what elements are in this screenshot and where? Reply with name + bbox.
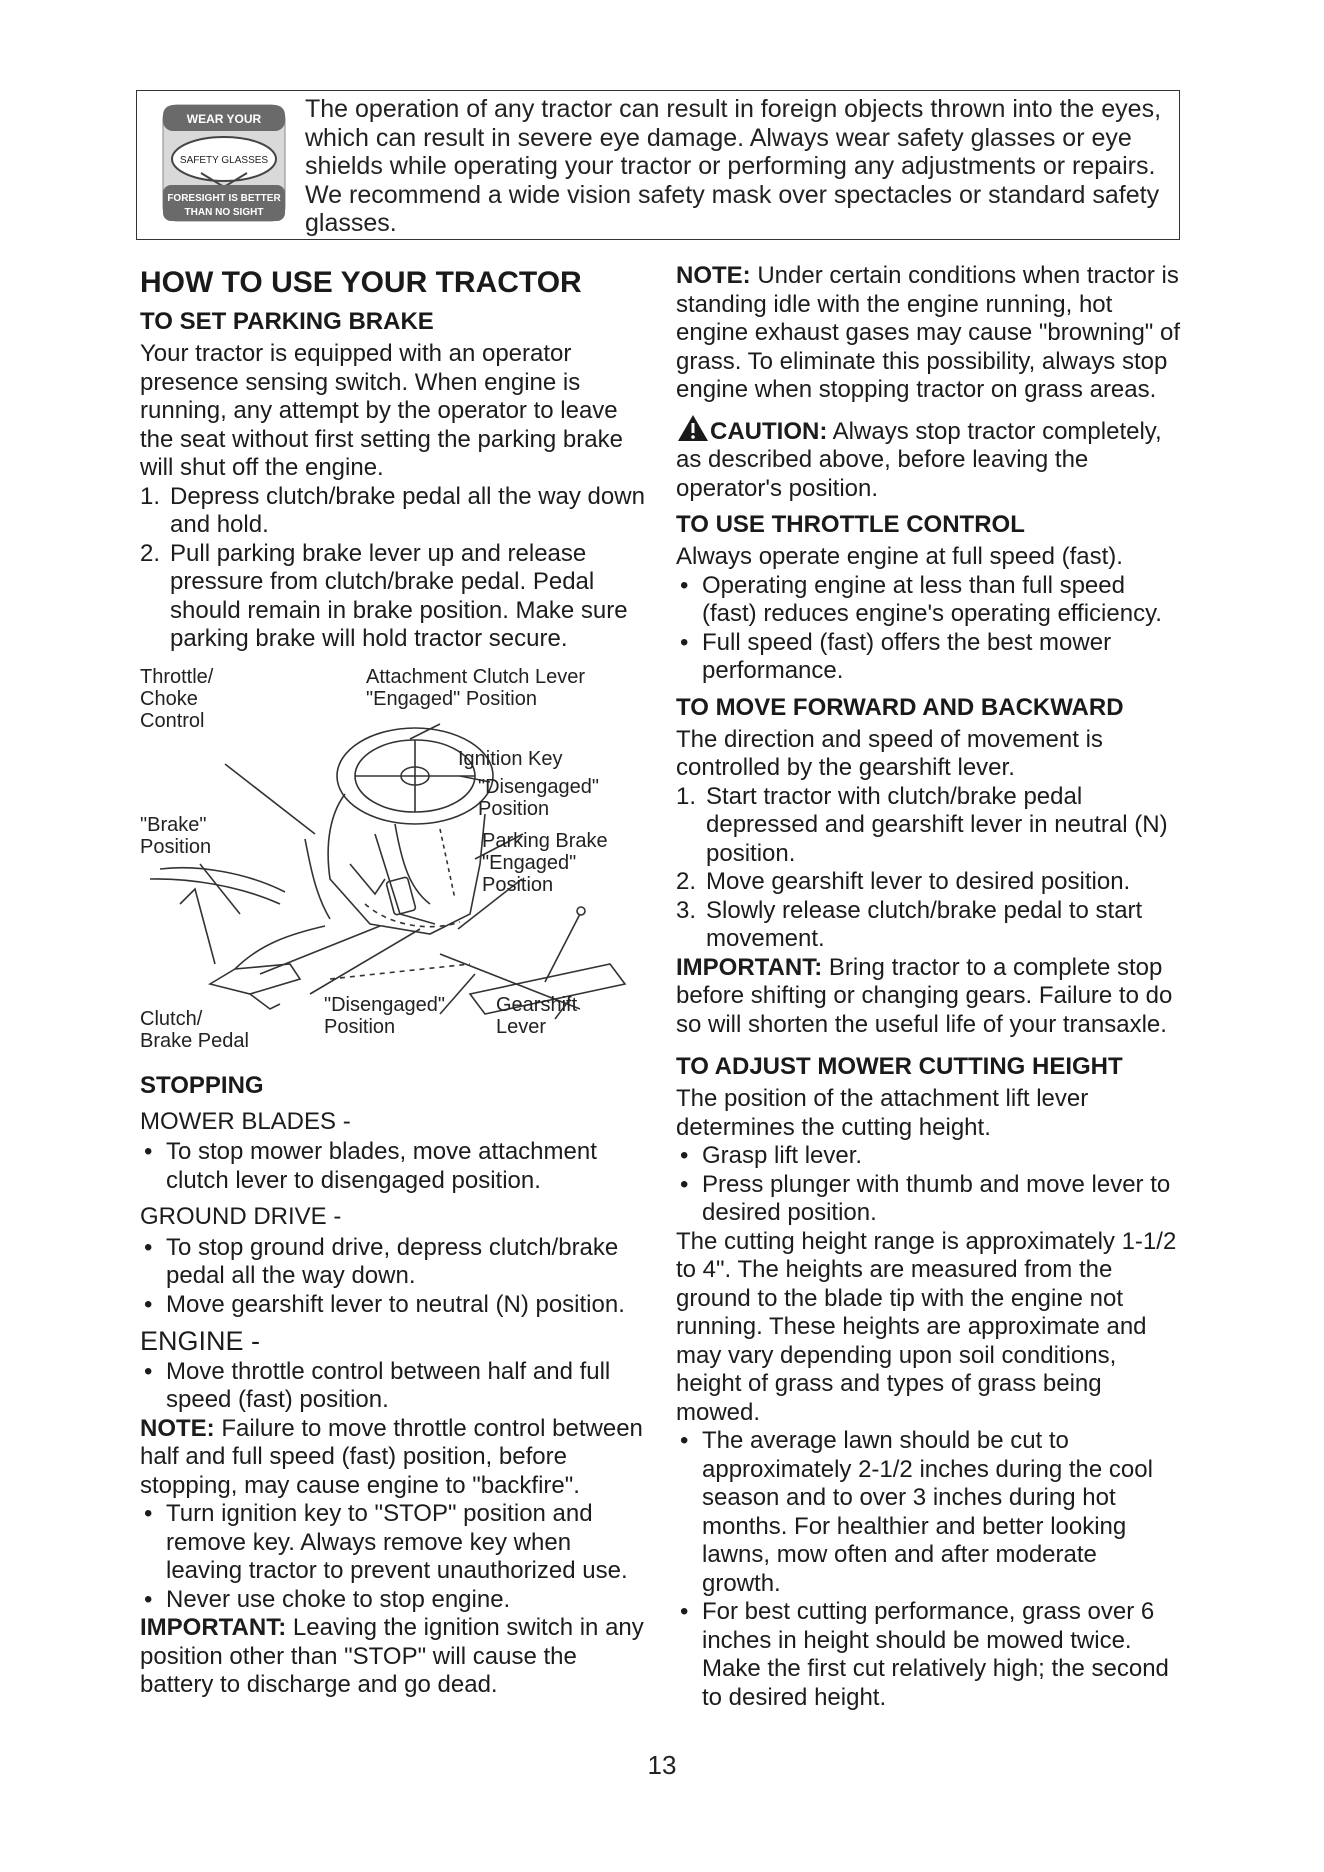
throttle-list bbox=[676, 572, 1181, 686]
list-item-text: Grasp lift lever. bbox=[702, 1142, 863, 1169]
browning-note bbox=[676, 262, 1181, 405]
move-step bbox=[676, 868, 1181, 897]
step-number: 2. bbox=[140, 539, 161, 567]
gearshift-lever-label: Gearshift Lever bbox=[496, 993, 578, 1038]
caution-label: CAUTION: bbox=[710, 417, 828, 445]
brake-position-label: "Brake" Position bbox=[140, 813, 212, 858]
step-number: 1. bbox=[676, 782, 697, 810]
step-text: Depress clutch/brake pedal all the way down and hold. bbox=[170, 482, 645, 538]
list-item-text: Turn ignition key to "STOP" position and remove key. Always remove key when leaving tractor to prevent unauthorized use. bbox=[166, 1500, 628, 1584]
stopping-note bbox=[140, 1415, 645, 1501]
list-item-text: Full speed (fast) offers the best mower performance. bbox=[702, 628, 1112, 684]
important-label: IMPORTANT: bbox=[676, 953, 823, 981]
move-steps bbox=[676, 783, 1181, 954]
list-item: • Turn ignition key to "STOP" position and remove key. Always remove key when leaving tractor to prevent unauthorized use. bbox=[144, 1500, 628, 1584]
step-number: 3. bbox=[676, 896, 697, 924]
icon-text-4: THAN NO SIGHT bbox=[184, 207, 264, 218]
page-title: HOW TO USE YOUR TRACTOR bbox=[140, 266, 582, 299]
throttle-choke-label: Throttle/ Choke Control bbox=[140, 665, 214, 732]
parking-step bbox=[140, 540, 645, 654]
disengaged-position-top-label: "Disengaged" Position bbox=[478, 775, 599, 820]
list-item: • Operating engine at less than full speed (fast) reduces engine's operating efficiency. bbox=[680, 571, 1162, 627]
eye-safety-warning-box bbox=[136, 90, 1180, 240]
list-item-text: To stop ground drive, depress clutch/brake pedal all the way down. bbox=[166, 1233, 619, 1289]
note-label: NOTE: bbox=[676, 262, 751, 289]
caution-paragraph bbox=[676, 413, 1181, 504]
right-column bbox=[676, 262, 1181, 1712]
parking-brake-heading: TO SET PARKING BRAKE bbox=[140, 308, 434, 335]
list-item-text: Operating engine at less than full speed (fast) reduces engine's operating efficiency. bbox=[702, 571, 1162, 627]
step-number: 1. bbox=[140, 482, 161, 510]
list-item-text: Press plunger with thumb and move lever to desired position. bbox=[702, 1170, 1171, 1226]
ignition-key-label: Ignition Key bbox=[458, 747, 563, 770]
list-item-text: Move gearshift lever to neutral (N) position. bbox=[166, 1290, 625, 1318]
icon-text-3: FORESIGHT IS BETTER bbox=[167, 193, 281, 204]
move-heading: TO MOVE FORWARD AND BACKWARD bbox=[676, 693, 1124, 721]
parking-brake-intro: Your tractor is equipped with an operator presence sensing switch. When engine is running, any attempt by the operator to leave the seat without first setting the parking brake will shut off the engine. bbox=[140, 340, 623, 481]
move-step bbox=[676, 897, 1181, 954]
throttle-heading: TO USE THROTTLE CONTROL bbox=[676, 511, 1025, 538]
list-item: • For best cutting performance, grass over 6 inches in height should be mowed twice. Make the first cut relatively high; the second to desired height. bbox=[680, 1598, 1169, 1711]
stopping-important bbox=[140, 1614, 645, 1700]
parking-step bbox=[140, 483, 645, 540]
clutch-brake-pedal-label: Clutch/ Brake Pedal bbox=[140, 1007, 249, 1052]
move-important bbox=[676, 954, 1181, 1040]
cutting-height-heading: TO ADJUST MOWER CUTTING HEIGHT bbox=[676, 1053, 1123, 1080]
mower-blades-list bbox=[140, 1138, 645, 1195]
throttle-intro: Always operate engine at full speed (fast). bbox=[676, 543, 1123, 570]
disengaged-position-bottom-label: "Disengaged" Position bbox=[324, 993, 445, 1038]
page-number: 13 bbox=[647, 1750, 677, 1780]
note-text: Failure to move throttle control between half and full speed (fast) position, before stopping, may cause engine to "backfire". bbox=[140, 1414, 643, 1499]
cutting-height-intro: The position of the attachment lift lever determines the cutting height. bbox=[676, 1085, 1089, 1141]
list-item-text: Never use choke to stop engine. bbox=[166, 1585, 511, 1613]
list-item-text: The average lawn should be cut to approximately 2-1/2 inches during the cool season and to over 3 inches during hot months. For healthier and better looking lawns, mow often and after moderate growth. bbox=[702, 1427, 1153, 1597]
parking-brake-engaged-label: Parking Brake "Engaged" Position bbox=[482, 829, 608, 896]
caution-triangle-icon bbox=[676, 413, 710, 443]
list-item: • Grasp lift lever. bbox=[680, 1142, 863, 1169]
list-item: • Move throttle control between half and full speed (fast) position. bbox=[144, 1357, 611, 1413]
step-text: Move gearshift lever to desired position. bbox=[706, 868, 1131, 895]
list-item-text: To stop mower blades, move attachment clutch lever to disengaged position. bbox=[166, 1138, 597, 1194]
attachment-clutch-label: Attachment Clutch Lever "Engaged" Position bbox=[366, 665, 585, 710]
caution-text: Always stop tractor completely, as described above, before leaving the operator's position. bbox=[676, 417, 1162, 502]
list-item: • Full speed (fast) offers the best mower performance. bbox=[680, 628, 1112, 684]
parking-brake-steps bbox=[140, 483, 645, 654]
list-item: • Move gearshift lever to neutral (N) position. bbox=[144, 1290, 625, 1318]
step-text: Start tractor with clutch/brake pedal depressed and gearshift lever in neutral (N) position. bbox=[706, 782, 1168, 867]
icon-text-1: WEAR YOUR bbox=[186, 112, 262, 126]
safety-glasses-warning-icon bbox=[161, 103, 287, 223]
step-number: 2. bbox=[676, 868, 697, 895]
list-item-text: For best cutting performance, grass over 6 inches in height should be mowed twice. Make the first cut relatively high; the second to desired height. bbox=[702, 1598, 1169, 1711]
ground-drive-label: GROUND DRIVE - bbox=[140, 1203, 342, 1230]
move-intro: The direction and speed of movement is controlled by the gearshift lever. bbox=[676, 725, 1103, 781]
important-label: IMPORTANT: bbox=[140, 1614, 287, 1641]
list-item: • The average lawn should be cut to approximately 2-1/2 inches during the cool season and to over 3 inches during hot months. For healthier and better looking lawns, mow often and after moderate growth. bbox=[680, 1427, 1153, 1597]
note-label: NOTE: bbox=[140, 1414, 215, 1442]
engine-list bbox=[140, 1358, 645, 1415]
list-item: • Never use choke to stop engine. bbox=[144, 1585, 511, 1613]
tractor-controls-diagram bbox=[140, 664, 645, 1064]
list-item-text: Move throttle control between half and full speed (fast) position. bbox=[166, 1357, 611, 1413]
important-text: Leaving the ignition switch in any position other than "STOP" will cause the battery to discharge and go dead. bbox=[140, 1614, 644, 1698]
important-text: Bring tractor to a complete stop before shifting or changing gears. Failure to do so will shorten the useful life of your transaxle. bbox=[676, 953, 1173, 1038]
note-text: Under certain conditions when tractor is standing idle with the engine running, hot engine exhaust gases may cause "browning" of grass. To eliminate this possibility, always stop engine when stopping tractor on grass areas. bbox=[676, 262, 1181, 403]
icon-text-2: SAFETY GLASSES bbox=[179, 155, 269, 166]
step-text: Pull parking brake lever up and release pressure from clutch/brake pedal. Pedal should remain in brake position. Make sure parking brake will hold tractor secure. bbox=[170, 539, 628, 652]
cutting-height-list bbox=[676, 1142, 1181, 1228]
cutting-height-body: The cutting height range is approximately 1-1/2 to 4". The heights are measured from the ground to the blade tip with the engine not running. These heights are approximate and may vary depending upon soil conditions, height of grass and types of grass being mowed. bbox=[676, 1227, 1177, 1426]
stopping-heading: STOPPING bbox=[140, 1071, 264, 1099]
stopping-after-list bbox=[140, 1500, 645, 1614]
mower-blades-label: MOWER BLADES - bbox=[140, 1107, 351, 1135]
list-item: • To stop ground drive, depress clutch/brake pedal all the way down. bbox=[144, 1233, 619, 1289]
warning-text: The operation of any tractor can result in foreign objects thrown into the eyes, which can result in severe eye damage. Always wear safety glasses or eye shields while operating your tractor or performing any adjustments or repairs. We recommend a wide vision safety mask over spectacles or standard safety glasses. bbox=[305, 95, 1162, 237]
list-item: • To stop mower blades, move attachment clutch lever to disengaged position. bbox=[144, 1138, 597, 1194]
step-text: Slowly release clutch/brake pedal to start movement. bbox=[706, 896, 1143, 952]
move-step bbox=[676, 783, 1181, 869]
list-item: • Press plunger with thumb and move lever to desired position. bbox=[680, 1170, 1171, 1226]
left-column bbox=[140, 262, 645, 1700]
ground-drive-list bbox=[140, 1234, 645, 1320]
cutting-height-list-2 bbox=[676, 1427, 1181, 1712]
engine-label: ENGINE - bbox=[140, 1326, 261, 1356]
